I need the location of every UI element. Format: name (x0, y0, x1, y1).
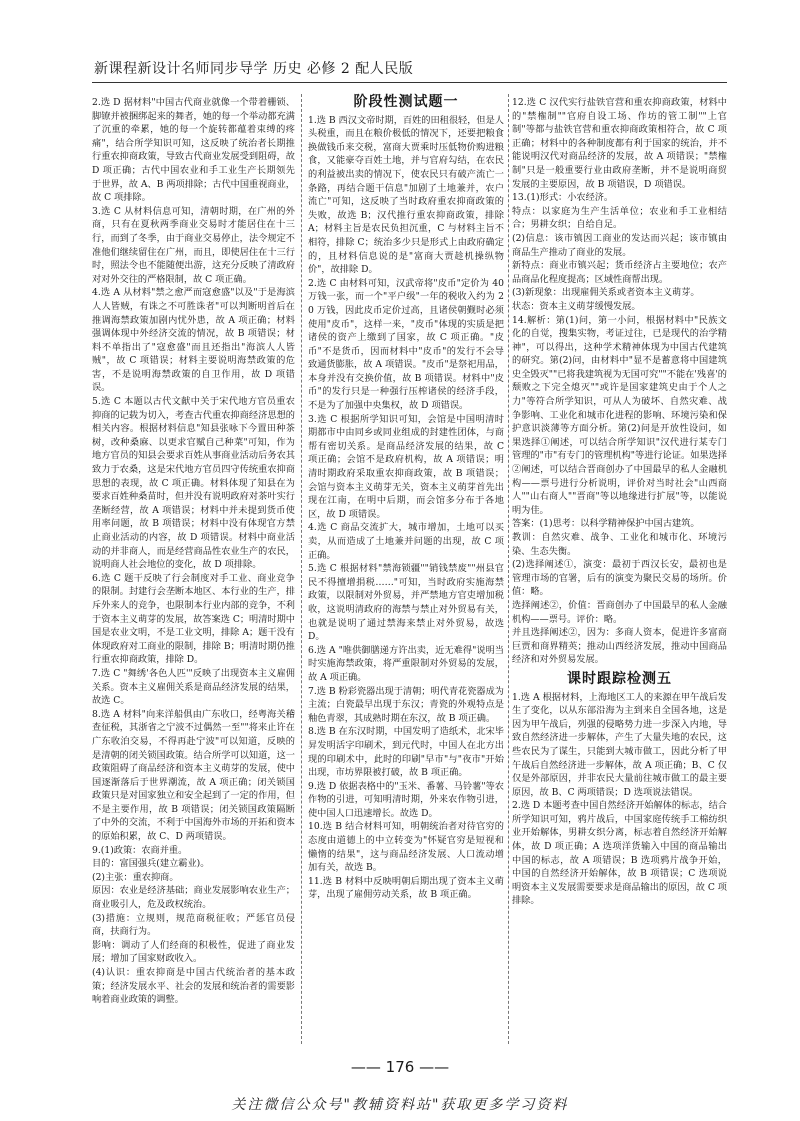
paragraph: 1.选 A 根据材料，上海地区工人的来源在甲午战后发生了变化，以从东部沿海为主到来自全国各地，这是因为甲午战后，列强的侵略势力进一步深入内地，导致自然经济进一步解体，产生了大量失地的农民，这些农民为了谋生，只能到大城市做工，因此分析了甲午战后自然经济进一步解体，故 A 项正确；B、C 仅仅是外部原因，并非农民大量前往城市做工的最主要原因，故 B、C 两项错误；D 选项说法错误。 (512, 691, 727, 798)
paragraph: (4)认识：重农抑商是中国古代统治者的基本政策；经济发展水平、社会的发展和统治者的需要影响着商业政策的调整。 (92, 967, 295, 1006)
paragraph: 3.选 C 从材料信息可知，清朝时期，在广州的外商，只有在夏秋两季商业交易时才能居住在十三行，而到了冬季，由于商业交易停止，法令规定不准他们继续留住在广州，而且，即使居住在十三行时，照法令也不能随便出游，这充分反映了清政府对对外交往的严格限制，故 C 项正确。 (92, 205, 295, 285)
paragraph: 8.选 B 在东汉时期，中国发明了造纸术，北宋毕昇发明活字印刷术，到元代时，中国人在北方出现的印刷术中，此时的印刷"早市"与"夜市"开始出现，市坊界限被打破，故 B 项正确。 (308, 726, 504, 779)
page-number (0, 1058, 800, 1076)
answer-paragraph: 选择阐述②，价值：晋商创办了中国最早的私人金融机构——票号。评价：略。 (512, 599, 727, 625)
paragraph: (2)信息：该市镇因工商业的发达而兴起；该市镇由商品生产推动了商业的发展。 (512, 232, 727, 258)
section-title: 阶段性测试题一 (353, 94, 459, 110)
paragraph: (3)新现象：出现雇佣关系或者资本主义萌芽。 (512, 287, 700, 299)
paragraph: 影响：调动了人们经商的积极性，促进了商业发展；增加了国家财政收入。 (92, 939, 295, 965)
paragraph: 7.选 C "舞绣'各色人匹'"反映了出现资本主义雇佣关系。资本主义雇佣关系是商品经济发展的结果，故选 C。 (92, 667, 295, 707)
paragraph: 2.选 C 由材料可知，汉武帝将"皮币"定价为 40 万钱一张，而一个"平户级"一年的税收入约为 20 万钱，因此皮币定价过高，且诸侯朝觐时必须使用"皮币"，这样一来，"皮币"体现的实质是把诸侯的资产上缴到了国家，故 C 项正确。"皮币"不是货币，因而材料中"皮币"的发行不会导致通货膨胀，故 A 项错误。"皮币"是祭祀用品，本身并没有交换价值，故 B 项错误。材料中"皮币"的发行只是一种强行压榨诸侯的经济手段，不是为了加强中央集权，故 D 项错误。 (308, 277, 504, 412)
column-divider (508, 94, 509, 1044)
answer-paragraph: (2)选择阐述①，演变：最初于西汉长安，最初也是管理市场的官署，后有的演变为聚民交易的场所。价值：略。 (512, 559, 727, 598)
paragraph: 原因：农业是经济基础；商业发展影响农业生产；商业吸引人，危及政权统治。 (92, 885, 295, 911)
paragraph: 8.选 A 材料"向来洋船俱由广东收口，经粤海关稽查征税，其浙省之宁波不过偶然一至""将来止许在广东收泊交易，不得再赴宁波"可以知道，反映的是清朝的闭关锁国政策。结合所学可以知道，这一政策阻碍了商品经济和资本主义萌芽的发展，使中国逐渐落后于世界潮流，故 A 项正确；闭关锁国政策只是对国家独立和安全起到了一定的作用，但不是主要作用，故 B 项错误；闭关锁国政策隔断了中外的交流，不利于中国海外市场的开拓和资本的原始积累，故 C、D 两项错误。 (92, 708, 295, 843)
paragraph: 7.选 B 粉彩瓷器出现于清朝；明代青花瓷器成为主流；白瓷最早出现于东汉；青瓷的外观特点是釉色青翠，其成熟时期在东汉，故 B 项正确。 (308, 685, 504, 724)
paragraph: 目的：富国强兵(建立霸业)。 (92, 858, 210, 870)
paragraph: 6.选 C 题干反映了行会制度对手工业、商业竞争的限制。封建行会垄断本地区、本行业的生产，排斥外来人的竞争，也限制本行业内部的竞争，不利于资本主义萌芽的发展，故答案选 C；明清时期中国是农业文明，不是工业文明，排除 A；题干没有体现政府对工商业的限制，排除 B；明清时期仍推行重农抑商政策，排除 D。 (92, 572, 295, 666)
header-title: 新课程新设计名师同步导学 历史 必修 2 配人民版 (94, 61, 414, 77)
paragraph: 12.选 C 汉代实行盐铁官营和重农抑商政策，材料中的"禁権制""官府自设工场、作坊的管工制""上官制"等都与盐铁官营和重农抑商政策相符合，故 C 项正确；材料中的各种制度都有利于国家的统治，并不能说明汉代对商品经济的发展，故 A 项错误；"禁権制"只是一般重要行业由政府垄断，并不是说明商贸发展的主要原因，故 B 项错误，D 项错误。 (512, 97, 727, 190)
paragraph: 9.(1)政策：农商并重。 (92, 844, 188, 856)
paragraph: 11.选 B 材料中反映明朝后期出现了资本主义萌芽，出现了雇佣劳动关系，故 B 项正确。 (308, 875, 504, 901)
paragraph: 6.选 A "唯供御膳递方许出卖，近无难得"说明当时实施海禁政策，将严重限制对外贸易的发展，故 A 项正确。 (308, 644, 504, 683)
column-right (512, 96, 727, 908)
paragraph: 13.(1)形式：小农经济。 (512, 192, 614, 204)
paragraph: 10.选 B 结合材料可知，明朝统治者对待官穷的态度由道德上的中立转变为"怀疑官穷是短视和懒惰的结果"，这与商品经济发展、人口流动增加有关，故选 B。 (308, 821, 504, 874)
paragraph: 4.选 A 从材料"禁之愈严而寇愈盛"以及"于是海滨人人皆贼，有诛之不可胜诛者"可以判断明首后在推调海禁政策加剧内忧外患，故 A 项正确；材料强调体现中外经济交流的情况，故 B 项错误；材料不单指出了"寇愈盛"而且还指出"海滨人人皆贼"，故 C 项错误；材料主要说明海禁政策的危害，不是说明海禁政策的自卫作用，故 D 项错误。 (92, 287, 295, 394)
column-left (92, 96, 295, 1007)
answer-paragraph: 教训：自然灾难、战争、工业化和城市化、环境污染、生态失衡。 (512, 532, 727, 557)
paragraph: 1.选 B 西汉文帝时期，百姓的田租很轻，但是人头税重，而且在粮价极低的情况下，还要把粮食换做钱币来交税，富商大贾乘时压低物价购进粮食，又能豪夺百姓土地，并与官府勾结，在农民的利益被出卖的情况下，使农民只有破产流亡一条路，再结合题干信息"加剧了土地兼并，农户流亡"可知，这反映了当时政府重农抑商政策的失败，故选 B；汉代推行重农抑商政策，排除 A；材料主旨是农民负担沉重，C 与材料主旨不相符，排除 C；统治多少只是形式上由政府确定的，且材料信息说的是"富商大贾趁机操纵物价"，故排除 D。 (308, 114, 504, 276)
paragraph: 4.选 C 商品交流扩大，城市增加，土地可以买卖，从而造成了土地兼并问题的出现，故 C 项正确。 (308, 522, 504, 561)
footer-watermark: 关注微信公众号"教辅资料站"获取更多学习资料 (231, 1097, 569, 1113)
paragraph: 9.选 D 依据表格中的"玉米、番薯、马铃薯"等农作物的引进，可知明清时期，外来农作物引进，使中国人口迅速增长。故选 D。 (308, 780, 504, 819)
paragraph: (3)措施：立规则，规范商税征收；严惩官员侵商，扶商行为。 (92, 912, 295, 938)
paragraph: 新特点：商业市镇兴起；货币经济占主要地位；农产品商品化程度提高；区域性商帮出现。 (512, 260, 727, 285)
page-header (92, 56, 727, 83)
section-title: 课时跟踪检测五 (567, 670, 672, 687)
paragraph: 状态：资本主义萌芽缓慢发展。 (512, 300, 641, 312)
paragraph: 14.解析：第(1)问，第一小问，根据材料中"民族文化的自觉，搜集实物，考证过往，已是现代的治学精神"，可以得出，这种学术精神体现为中国古代建筑的研究。第(2)问，由材料中"显不是蓄意将中国建筑史全毁灭""已将我建筑视为无国可究""不能在'残喜'的颓败之下完全熄灭""或许是国家建筑史由于个人之力"等符合所学知识，可从人为破坏、自然灾难、战争影响、工业化和城市化进程的影响、环境污染和保护意识淡薄等方面分析。第(2)问是开放性设问，如果选择①阐述，可以结合所学知识"汉代进行某专门管理的"市"有专门的管理机构"等进行论证。如果选择②阐述，可以结合晋商创办了中国最早的私人金融机构——票号进行分析说明，评价对当时社会"山西商人""山右商人""晋商"等以地缘进行扩展"等，以能说明为佳。 (512, 314, 727, 516)
answer-paragraph: 答案：(1)思考：以科学精神保护中国古建筑。 (512, 518, 700, 530)
paragraph: 2.选 D 据材料"中国古代商业就像一个带着栅锁、脚镣并被捆绑起来的舞者，她的每一个举动都充满了沉重的牵累，她的每一个旋转都蕴着束缚的疼痛"，结合所学知识可知，这反映了统治者长期推行重农抑商政策，导致古代商业发展受到阻碍，故 D 项正确；古代中国农业和手工业生产长期领先于世界，故 A、B 两项排除；古代中国重视商业，故 C 项排除。 (92, 97, 295, 204)
answer-paragraph: 并且选择阐述②，因为：多商人资本，促进许多富商巨贾和商界精英；推动山西经济发展，推动中国商品经济和对外贸易发展。 (512, 627, 727, 666)
paragraph: 3.选 C 根据所学知识可知，会馆是中国明清时期都市中由同乡或同业组成的封建性团体，与商帮有密切关系。是商品经济发展的结果，故 C 项正确；会馆不是政府机构，故 A 项错误；明清时期政府采取重农抑商政策，故 B 项错误；会馆与资本主义萌芽无关，资本主义萌芽首先出现在江南，在明中后期，而会馆多分布于各地区，故 D 项错误。 (308, 413, 504, 520)
paragraph: 2.选 D 本题考查中国自然经济开始解体的标志，结合所学知识可知，鸦片战后，中国家庭传统手工棉纺织业开始解体，男耕女织分离，标志着自然经济开始解体，故 D 项正确；A 选项洋货输入中国的商品输出中国的标志，故 A 项错误；B 选项鸦片战争开始，中国的自然经济开始解体，故 B 项错误；C 选项说明资本主义发展需要要求是商品输出的原因，故 C 项排除。 (512, 800, 727, 907)
column-divider (301, 94, 302, 1044)
paragraph: 5.选 C 本题以古代文献中关于宋代地方官员重农抑商的记载为切入，考查古代重农抑商经济思想的相关内容。根据材料信息"知县张咏下今置田种茶树，改种桑麻、以更求官赋自己种菜"可知，作为地方官员的知县会要求百姓从事商业活动后务农其致力于农桑，这是宋代地方官员四守传统重农抑商思想的表现，故 C 项正确。材料体现了知县在为要求百姓种桑苗时，但并没有说明政府对茶叶实行垄断经营，故 A 项错误；材料中并未提到货币使用率问题，故 B 项错误；材料中没有体现官方禁止商业活动的内容，故 D 项错误。材料中商业活动的并非商人，而是经营商品性农业生产的农民，说明商人社会地位的变化，故 D 项排除。 (92, 396, 295, 571)
paragraph: 5.选 C 根据材料"禁海锁疆""销钱禁废""州县官民不得擅增捐税……"可知，当时政府实施海禁政策，以限制对外贸易，并严禁地方官吏增加税收，这说明清政府的海禁与禁止对外贸易有关，也就是说明了通过禁海来禁止对外贸易，故选 D。 (308, 563, 504, 643)
paragraph: 特点：以家庭为生产生活单位；农业和手工业相结合；男耕女织；自给自足。 (512, 205, 727, 231)
paragraph: (2)主张：重农抑商。 (92, 871, 179, 883)
column-middle (308, 96, 504, 902)
page-number-text: —— 176 —— (351, 1058, 449, 1076)
